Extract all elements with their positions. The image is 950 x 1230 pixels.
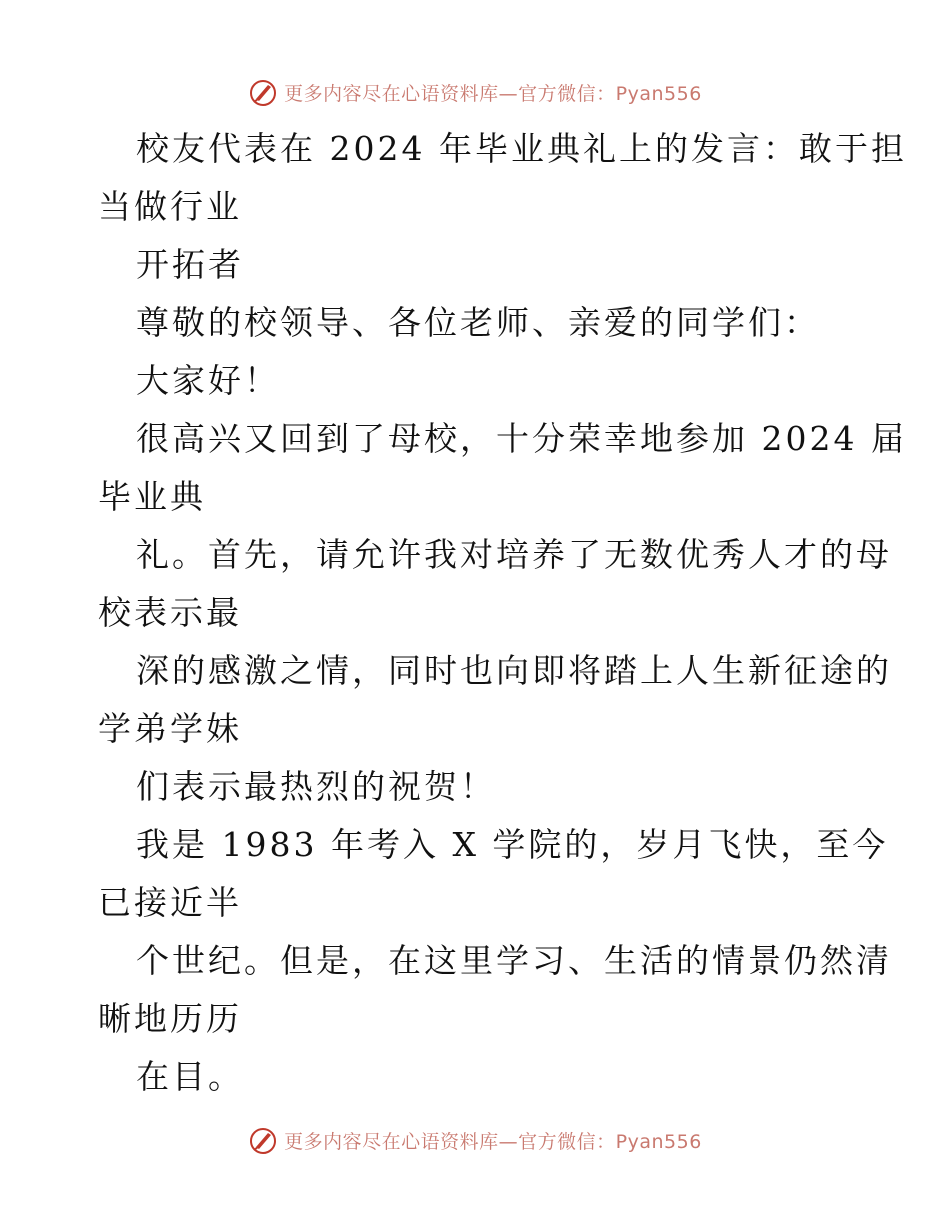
footer-watermark — [0, 1120, 950, 1160]
text-line: 开拓者 — [136, 245, 244, 284]
text-line: 学弟学妹 — [98, 709, 242, 748]
text-line: 校友代表在 2024 年毕业典礼上的发言：敢于担 — [136, 129, 907, 168]
text-line: 在目。 — [136, 1057, 244, 1096]
text-line: 尊敬的校领导、各位老师、亲爱的同学们： — [136, 303, 820, 342]
text-line: 当做行业 — [98, 187, 242, 226]
text-line: 深的感激之情，同时也向即将踏上人生新征途的 — [136, 651, 892, 690]
text-line: 我是 1983 年考入 X 学院的，岁月飞快，至今 — [136, 825, 889, 864]
header-watermark — [0, 72, 950, 112]
text-line: 晰地历历 — [98, 999, 242, 1038]
text-line: 已接近半 — [98, 883, 242, 922]
text-line: 们表示最热烈的祝贺！ — [136, 767, 496, 806]
text-line: 个世纪。但是，在这里学习、生活的情景仍然清 — [136, 941, 892, 980]
quill-logo-icon — [248, 1125, 278, 1155]
watermark-text: 更多内容尽在心语资料库—官方微信：Pyan556 — [284, 82, 702, 105]
quill-logo-icon — [248, 77, 278, 107]
document-body — [98, 120, 907, 1106]
text-line: 礼。首先，请允许我对培养了无数优秀人才的母 — [136, 535, 892, 574]
watermark-text: 更多内容尽在心语资料库—官方微信：Pyan556 — [284, 1130, 702, 1153]
text-line: 大家好！ — [136, 361, 280, 400]
text-line: 很高兴又回到了母校，十分荣幸地参加 2024 届 — [136, 419, 907, 458]
text-line: 校表示最 — [98, 593, 242, 632]
text-line: 毕业典 — [98, 477, 206, 516]
